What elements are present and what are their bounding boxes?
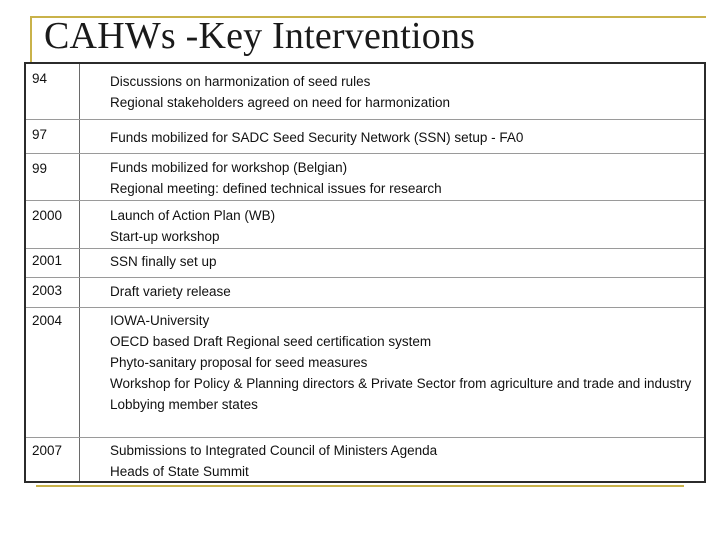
event-line: SSN finally set up	[110, 254, 217, 269]
title-rule-left	[30, 16, 32, 66]
interventions-table	[24, 62, 706, 483]
event-line: Funds mobilized for SADC Seed Security Network (SSN) setup - FA0	[110, 130, 524, 145]
events-cell	[110, 157, 700, 199]
table-row	[26, 120, 704, 154]
event-line: Regional stakeholders agreed on need for harmonization	[110, 95, 450, 110]
table-row	[26, 278, 704, 308]
year-cell: 2004	[32, 313, 63, 328]
slide-title: CAHWs -Key Interventions	[44, 15, 476, 57]
table-row	[26, 438, 704, 483]
event-line: Submissions to Integrated Council of Ministers Agenda	[110, 443, 438, 458]
year-cell: 99	[32, 161, 48, 176]
event-line: Start-up workshop	[110, 229, 220, 244]
event-line: Phyto-sanitary proposal for seed measures	[110, 355, 368, 370]
events-cell	[110, 440, 700, 482]
year-cell: 97	[32, 127, 48, 142]
events-cell	[110, 205, 700, 247]
events-cell	[110, 310, 700, 415]
event-line: OECD based Draft Regional seed certification system	[110, 334, 432, 349]
event-line: Workshop for Policy & Planning directors & Private Sector from agriculture and trade and industry	[110, 376, 692, 391]
year-cell: 2007	[32, 443, 63, 458]
event-line: Heads of State Summit	[110, 464, 249, 479]
table-row	[26, 201, 704, 249]
events-cell	[110, 71, 700, 113]
table-row	[26, 249, 704, 278]
events-cell	[110, 281, 700, 302]
table-row	[26, 154, 704, 201]
event-line: Funds mobilized for workshop (Belgian)	[110, 160, 348, 175]
event-line: Regional meeting: defined technical issues for research	[110, 181, 442, 196]
event-line: Draft variety release	[110, 284, 231, 299]
year-cell: 2003	[32, 283, 63, 298]
events-cell	[110, 127, 700, 148]
year-cell: 2001	[32, 253, 63, 268]
event-line: IOWA-University	[110, 313, 210, 328]
table-row	[26, 308, 704, 438]
events-cell	[110, 251, 700, 272]
event-line: Launch of Action Plan (WB)	[110, 208, 276, 223]
year-cell: 94	[32, 71, 48, 86]
year-cell: 2000	[32, 208, 63, 223]
event-line: Discussions on harmonization of seed rules	[110, 74, 371, 89]
footer-rule	[36, 485, 684, 487]
event-line: Lobbying member states	[110, 397, 258, 412]
table-row	[26, 64, 704, 120]
